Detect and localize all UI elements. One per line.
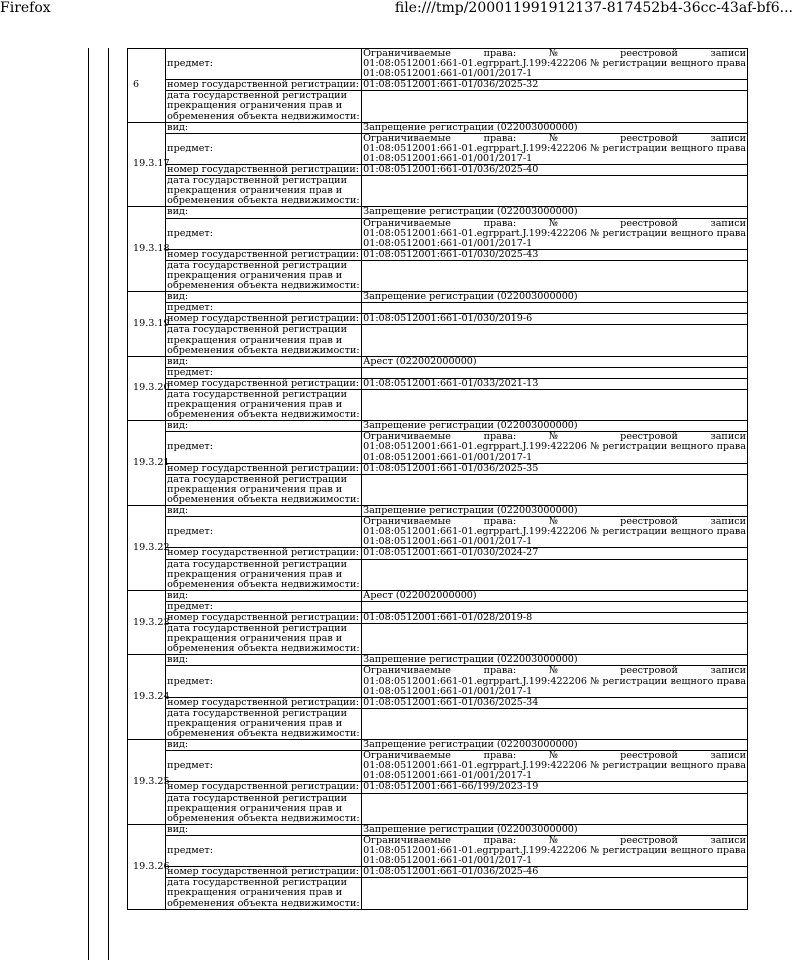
- value-nomer: 01:08:0512001:661-01/036/2025-32: [362, 80, 748, 91]
- value-predmet: [362, 751, 748, 782]
- value-termination-date: [362, 708, 748, 739]
- record-row-predmet: [128, 751, 748, 782]
- value-vid: Запрещение регистрации (022003000000): [362, 506, 748, 517]
- value-nomer: 01:08:0512001:661-01/030/2019-6: [362, 314, 748, 325]
- value-nomer: 01:08:0512001:661-01/036/2025-40: [362, 165, 748, 176]
- record-row-predmet: [128, 835, 748, 866]
- record-row-predmet: [128, 367, 748, 378]
- record-row-nomer: [128, 249, 748, 260]
- predmet-line: 01:08:0512001:661-01.egrpрart.J.199:422206 № регистрации вещного права: [363, 58, 746, 70]
- record-row-nomer: [128, 378, 748, 389]
- value-termination-date: [362, 878, 748, 909]
- predmet-line: 01:08:0512001:661-01/001/2017-1: [363, 451, 533, 463]
- label-nomer: номер государственной регистрации:: [166, 80, 362, 91]
- value-vid: Запрещение регистрации (022003000000): [362, 122, 748, 133]
- record-number: 19.3.24: [128, 655, 166, 740]
- label-nomer: номер государственной регистрации:: [166, 165, 362, 176]
- value-termination-date: [362, 793, 748, 824]
- record-row-date: [128, 793, 748, 824]
- label-vid: вид:: [166, 207, 362, 218]
- label-vid: вид:: [166, 506, 362, 517]
- value-predmet: [362, 133, 748, 164]
- record-row-date: [128, 176, 748, 207]
- label-vid: вид:: [166, 122, 362, 133]
- label-termination-date: дата государственной регистрации прекращения ограничения прав и обременения объекта недвижимости:: [166, 624, 362, 655]
- record-row-nomer: [128, 697, 748, 708]
- record-row-vid: [128, 292, 748, 303]
- record-row-date: [128, 325, 748, 356]
- record-row-predmet: [128, 49, 748, 80]
- value-nomer: 01:08:0512001:661-66/199/2023-19: [362, 782, 748, 793]
- label-nomer: номер государственной регистрации:: [166, 697, 362, 708]
- page-margin-line-inner: [108, 48, 109, 960]
- predmet-line: Ограничиваемые права: № реестровой записи: [363, 750, 746, 762]
- record-number: 19.3.18: [128, 207, 166, 292]
- record-row-predmet: [128, 303, 748, 314]
- record-row-predmet: [128, 517, 748, 548]
- value-termination-date: [362, 325, 748, 356]
- predmet-line: 01:08:0512001:661-01/001/2017-1: [363, 68, 533, 80]
- label-termination-date: дата государственной регистрации прекращения ограничения прав и обременения объекта недвижимости:: [166, 793, 362, 824]
- value-nomer: 01:08:0512001:661-01/030/2024-27: [362, 548, 748, 559]
- value-vid: Арест (022002000000): [362, 590, 748, 601]
- predmet-line: Ограничиваемые права: № реестровой записи: [363, 132, 746, 144]
- record-row-vid: [128, 506, 748, 517]
- value-termination-date: [362, 559, 748, 590]
- label-nomer: номер государственной регистрации:: [166, 612, 362, 623]
- label-nomer: номер государственной регистрации:: [166, 867, 362, 878]
- record-number: 19.3.22: [128, 506, 166, 591]
- label-predmet: предмет:: [166, 601, 362, 612]
- predmet-line: 01:08:0512001:661-01.egrpрart.J.199:422206 № регистрации вещного права: [363, 526, 746, 538]
- value-predmet: [362, 49, 748, 80]
- record-row-vid: [128, 590, 748, 601]
- record-number: 19.3.21: [128, 421, 166, 506]
- label-nomer: номер государственной регистрации:: [166, 378, 362, 389]
- predmet-line: Ограничиваемые права: № реестровой записи: [363, 217, 746, 229]
- value-predmet: [362, 218, 748, 249]
- label-predmet: предмет:: [166, 666, 362, 697]
- record-row-date: [128, 390, 748, 421]
- value-predmet: [362, 835, 748, 866]
- label-termination-date: дата государственной регистрации прекращения ограничения прав и обременения объекта недвижимости:: [166, 878, 362, 909]
- record-row-vid: [128, 122, 748, 133]
- value-vid: Запрещение регистрации (022003000000): [362, 655, 748, 666]
- record-row-vid: [128, 356, 748, 367]
- record-row-nomer: [128, 314, 748, 325]
- label-predmet: предмет:: [166, 517, 362, 548]
- predmet-line: 01:08:0512001:661-01/001/2017-1: [363, 855, 533, 867]
- page-url: file:///tmp/200011991912137-817452b4-36cc-43af-bf6...: [394, 0, 793, 16]
- value-vid: Арест (022002000000): [362, 356, 748, 367]
- record-number: 19.3.26: [128, 824, 166, 909]
- label-termination-date: дата государственной регистрации прекращения ограничения прав и обременения объекта недвижимости:: [166, 260, 362, 291]
- value-nomer: 01:08:0512001:661-01/036/2025-35: [362, 463, 748, 474]
- record-number: 19.3.25: [128, 740, 166, 825]
- label-termination-date: дата государственной регистрации прекращения ограничения прав и обременения объекта недвижимости:: [166, 559, 362, 590]
- value-predmet: [362, 303, 748, 314]
- predmet-line: 01:08:0512001:661-01.egrpрart.J.199:422206 № регистрации вещного права: [363, 845, 746, 857]
- value-nomer: 01:08:0512001:661-01/028/2019-8: [362, 612, 748, 623]
- value-vid: Запрещение регистрации (022003000000): [362, 292, 748, 303]
- label-vid: вид:: [166, 824, 362, 835]
- value-vid: Запрещение регистрации (022003000000): [362, 207, 748, 218]
- record-row-date: [128, 708, 748, 739]
- label-termination-date: дата государственной регистрации прекращения ограничения прав и обременения объекта недвижимости:: [166, 91, 362, 122]
- app-title: Firefox: [0, 0, 51, 16]
- page-margin-line-left: [88, 48, 89, 960]
- predmet-line: 01:08:0512001:661-01/001/2017-1: [363, 770, 533, 782]
- record-row-nomer: [128, 165, 748, 176]
- value-termination-date: [362, 176, 748, 207]
- value-nomer: 01:08:0512001:661-01/036/2025-46: [362, 867, 748, 878]
- record-row-predmet: [128, 601, 748, 612]
- value-predmet: [362, 367, 748, 378]
- label-vid: вид:: [166, 356, 362, 367]
- predmet-line: 01:08:0512001:661-01.egrpрart.J.199:422206 № регистрации вещного права: [363, 227, 746, 239]
- label-predmet: предмет:: [166, 49, 362, 80]
- predmet-line: 01:08:0512001:661-01/001/2017-1: [363, 536, 533, 548]
- label-nomer: номер государственной регистрации:: [166, 782, 362, 793]
- record-row-date: [128, 91, 748, 122]
- label-nomer: номер государственной регистрации:: [166, 314, 362, 325]
- record-row-date: [128, 624, 748, 655]
- record-row-nomer: [128, 548, 748, 559]
- predmet-line: 01:08:0512001:661-01.egrpрart.J.199:422206 № регистрации вещного права: [363, 675, 746, 687]
- value-termination-date: [362, 390, 748, 421]
- value-vid: Запрещение регистрации (022003000000): [362, 824, 748, 835]
- label-predmet: предмет:: [166, 835, 362, 866]
- record-row-nomer: [128, 612, 748, 623]
- value-termination-date: [362, 474, 748, 505]
- predmet-line: 01:08:0512001:661-01/001/2017-1: [363, 237, 533, 249]
- predmet-line: 01:08:0512001:661-01.egrpрart.J.199:422206 № регистрации вещного права: [363, 441, 746, 453]
- label-predmet: предмет:: [166, 218, 362, 249]
- label-vid: вид:: [166, 590, 362, 601]
- encumbrance-table: [127, 48, 748, 910]
- predmet-line: 01:08:0512001:661-01/001/2017-1: [363, 152, 533, 164]
- record-row-nomer: [128, 782, 748, 793]
- record-row-predmet: [128, 133, 748, 164]
- predmet-line: Ограничиваемые права: № реестровой записи: [363, 48, 746, 59]
- value-predmet: [362, 432, 748, 463]
- label-predmet: предмет:: [166, 432, 362, 463]
- value-nomer: 01:08:0512001:661-01/036/2025-34: [362, 697, 748, 708]
- label-predmet: предмет:: [166, 303, 362, 314]
- browser-header: [0, 0, 797, 22]
- label-predmet: предмет:: [166, 751, 362, 782]
- label-vid: вид:: [166, 740, 362, 751]
- record-number: 6: [128, 49, 166, 123]
- value-vid: Запрещение регистрации (022003000000): [362, 421, 748, 432]
- record-row-predmet: [128, 666, 748, 697]
- record-row-vid: [128, 207, 748, 218]
- record-number: 19.3.19: [128, 292, 166, 357]
- record-number: 19.3.23: [128, 590, 166, 655]
- value-termination-date: [362, 260, 748, 291]
- value-vid: Запрещение регистрации (022003000000): [362, 740, 748, 751]
- record-number: 19.3.17: [128, 122, 166, 207]
- label-nomer: номер государственной регистрации:: [166, 463, 362, 474]
- record-row-predmet: [128, 218, 748, 249]
- record-row-vid: [128, 655, 748, 666]
- label-vid: вид:: [166, 292, 362, 303]
- record-row-predmet: [128, 432, 748, 463]
- predmet-line: Ограничиваемые права: № реестровой записи: [363, 431, 746, 443]
- record-row-nomer: [128, 80, 748, 91]
- record-row-vid: [128, 421, 748, 432]
- label-termination-date: дата государственной регистрации прекращения ограничения прав и обременения объекта недвижимости:: [166, 708, 362, 739]
- record-row-date: [128, 559, 748, 590]
- label-vid: вид:: [166, 655, 362, 666]
- label-predmet: предмет:: [166, 367, 362, 378]
- value-nomer: 01:08:0512001:661-01/033/2021-13: [362, 378, 748, 389]
- label-nomer: номер государственной регистрации:: [166, 249, 362, 260]
- value-predmet: [362, 666, 748, 697]
- predmet-line: 01:08:0512001:661-01.egrpрart.J.199:422206 № регистрации вещного права: [363, 142, 746, 154]
- predmet-line: 01:08:0512001:661-01/001/2017-1: [363, 685, 533, 697]
- predmet-line: Ограничиваемые права: № реестровой записи: [363, 665, 746, 677]
- value-nomer: 01:08:0512001:661-01/030/2025-43: [362, 249, 748, 260]
- value-termination-date: [362, 624, 748, 655]
- record-row-date: [128, 474, 748, 505]
- record-row-vid: [128, 740, 748, 751]
- label-termination-date: дата государственной регистрации прекращения ограничения прав и обременения объекта недвижимости:: [166, 325, 362, 356]
- predmet-line: Ограничиваемые права: № реестровой записи: [363, 834, 746, 846]
- predmet-line: 01:08:0512001:661-01.egrpрart.J.199:422206 № регистрации вещного права: [363, 760, 746, 772]
- predmet-line: Ограничиваемые права: № реестровой записи: [363, 516, 746, 528]
- label-termination-date: дата государственной регистрации прекращения ограничения прав и обременения объекта недвижимости:: [166, 390, 362, 421]
- label-termination-date: дата государственной регистрации прекращения ограничения прав и обременения объекта недвижимости:: [166, 474, 362, 505]
- record-row-date: [128, 260, 748, 291]
- value-termination-date: [362, 91, 748, 122]
- value-predmet: [362, 517, 748, 548]
- record-row-vid: [128, 824, 748, 835]
- value-predmet: [362, 601, 748, 612]
- label-termination-date: дата государственной регистрации прекращения ограничения прав и обременения объекта недвижимости:: [166, 176, 362, 207]
- record-number: 19.3.20: [128, 356, 166, 421]
- label-predmet: предмет:: [166, 133, 362, 164]
- label-vid: вид:: [166, 421, 362, 432]
- record-row-nomer: [128, 867, 748, 878]
- record-row-nomer: [128, 463, 748, 474]
- label-nomer: номер государственной регистрации:: [166, 548, 362, 559]
- record-row-date: [128, 878, 748, 909]
